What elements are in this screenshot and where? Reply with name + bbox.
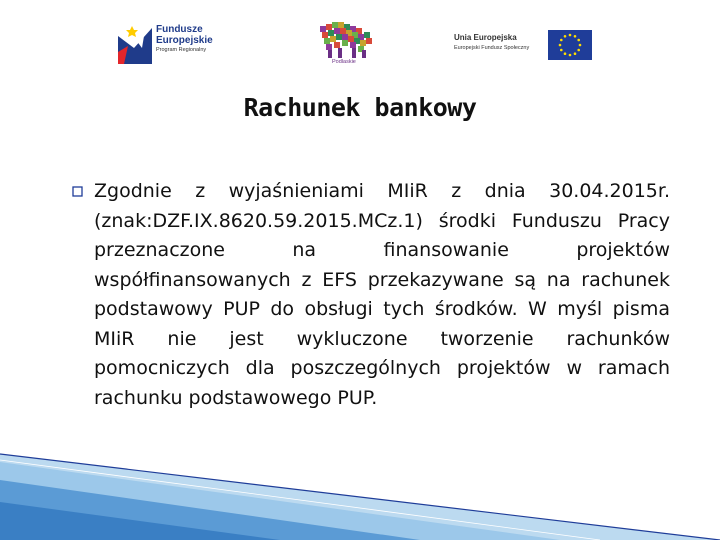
fe-program-line: Program Regionalny	[156, 47, 207, 53]
unia-europejska-logo	[448, 28, 596, 64]
ue-fund-line: Europejski Fundusz Społeczny	[454, 45, 530, 51]
bullet-paragraph	[72, 177, 670, 413]
logo-bar	[0, 0, 720, 90]
fe-name-line1: Fundusze	[156, 24, 203, 35]
ue-name-line: Unia Europejska	[454, 33, 517, 42]
fundusze-europejskie-text	[156, 24, 213, 54]
decorative-wave	[0, 440, 720, 540]
eu-flag-icon	[548, 30, 592, 60]
paragraph-text: Zgodnie z wyjaśnieniami MIiR z dnia 30.04.2015r. (znak:DZF.IX.8620.59.2015.MCz.1) środki Funduszu Pracy przeznaczone na finansowanie projektów współfinansowanych z EFS przekazywane są na rachunek podstawowy PUP do obsługi tych środków. W myśl pisma MIiR nie jest wykluczone tworzenie rachunków pomocniczych dla poszczególnych projektów w ramach rachunku podstawowego PUP.	[94, 180, 670, 409]
hollow-square-bullet-icon	[72, 186, 83, 197]
slide-body	[72, 177, 670, 413]
podlaskie-logo	[312, 18, 380, 70]
ue-text	[454, 32, 529, 53]
bullet	[72, 177, 94, 207]
podlaskie-bison-icon	[312, 18, 380, 60]
podlaskie-label: Podlaskie	[332, 59, 356, 65]
fundusze-europejskie-logo	[118, 18, 248, 68]
fundusze-europejskie-mark-icon	[118, 18, 152, 64]
slide-title: Rachunek bankowy	[243, 93, 477, 122]
fe-name-line2: Europejskie	[156, 35, 213, 46]
